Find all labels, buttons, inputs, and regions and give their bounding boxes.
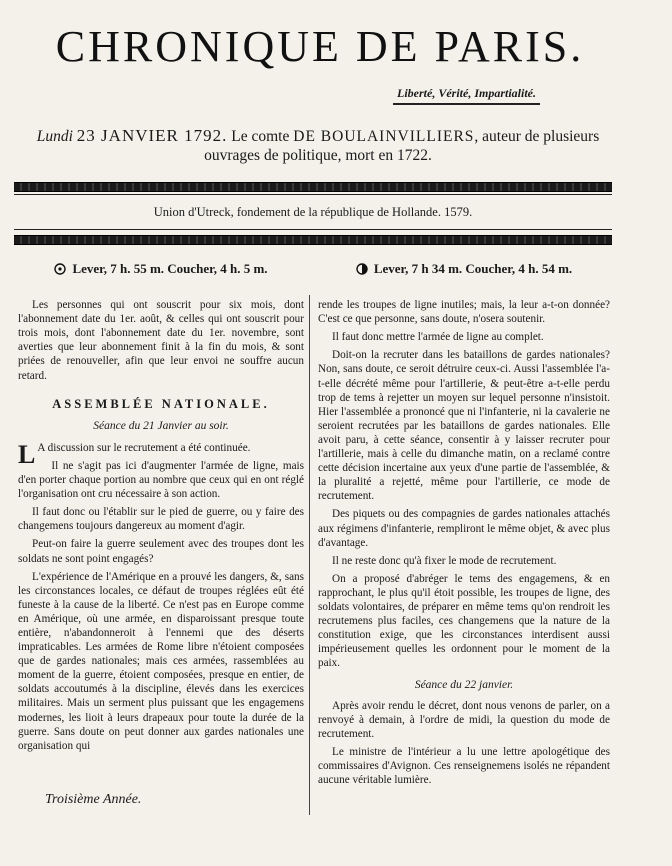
article-para-1-text: A discussion sur le recrutement a été continuée. bbox=[37, 441, 251, 454]
left-column bbox=[18, 262, 304, 757]
article-para-2: Il ne s'agit pas ici d'augmenter l'armée de ligne, mais d'en porter chaque portion au nombre que ceux qui en ont réglé l'organisation ont cru nécessaire à son action. bbox=[18, 459, 304, 501]
right-para-2: Il faut donc mettre l'armée de ligne au complet. bbox=[332, 331, 544, 344]
sun-icon bbox=[54, 263, 66, 275]
dateline-day: Lundi bbox=[36, 128, 73, 145]
session-subtitle: Séance du 22 janvier. bbox=[414, 679, 514, 692]
dateline bbox=[18, 126, 618, 165]
article-para-4: Peut-on faire la guerre seulement avec des troupes dont les soldats ne sont point engagés? bbox=[18, 538, 304, 565]
article-para-1 bbox=[18, 439, 304, 469]
dateline-date: 23 JANVIER 1792. bbox=[76, 126, 228, 145]
left-sun-times bbox=[18, 262, 304, 276]
right-para-8: Le ministre de l'intérieur a lu une lettre apologétique des commissaires d'Avignon. Ces renseignemens isolés ne répandent aucune véritable lumière. bbox=[318, 745, 610, 786]
moon-icon bbox=[356, 263, 368, 275]
right-para-6: On a proposé d'abréger le tems des engagemens, & en rapprochant, le plus qu'il étoit possible, les troupes de ligne, des soldats volontaires, de préparer en même tems qu'on rendroit les recrutemens plus faciles, ces changemens que la nature de la constitution exige, que les circonstances interdisent aussi impérieusement quelles les ordonnent pour le moment de la paix. bbox=[318, 572, 610, 670]
masthead-title: CHRONIQUE DE PARIS. bbox=[55, 22, 585, 71]
mid-rule-band bbox=[14, 235, 612, 245]
right-para-7: Après avoir rendu le décret, dont nous venons de parler, on a renvoyé à demain, à l'ordre de midi, la question du mode de recrutement. bbox=[318, 699, 610, 740]
subscription-notice: Les personnes qui ont souscrit pour six mois, dont l'abonnement date du 1er. août, & celles qui ont souscrit pour trois mois, dont l'abonnement date du 1er. novembre, sont averties que leur abonnement finit à la fin du mois, & sont priées de renouveller, afin que leur envoi ne souffre aucun retard. bbox=[18, 299, 304, 382]
right-para-3: Doit-on la recruter dans les bataillons de gardes nationales? Non, sans doute, ce seroit détruire ceux-ci. Aussi l'assemblée l'a-t-elle décrété même pour l'artillerie, & peut-être a-t-elle perdu trop de tems à rejetter un moyen sur lequel personne n'insistoit. Hier l'assemblée a prononcé que ni l'infanterie, ni la cavalerie ne seroient recrutées par les bataillons de gardes nationales. Elle avoit paru, à cette séance, consentir à y laisser recruter pour l'artillerie, mais à celle du dimanche matin, on a reclamé contre cette décision incertaine aux yeux d'une partie de l'assemblée, & la pluralité a rejetté, même pour l'artillerie, ce mode de recrutement. bbox=[318, 349, 610, 503]
left-sun-text: Lever, 7 h. 55 m. Coucher, 4 h. 5 m. bbox=[72, 261, 268, 276]
dateline-name: DE BOULAINVILLIERS bbox=[293, 128, 475, 145]
mid-rule-thin bbox=[14, 229, 612, 230]
subline: Union d'Utreck, fondement de la république de Hollande. 1579. bbox=[153, 205, 473, 219]
dateline-text-1: Le comte bbox=[231, 128, 290, 145]
right-para-5: Il ne reste donc qu'à fixer le mode de recrutement. bbox=[332, 554, 557, 567]
right-sun-text: Lever, 7 h 34 m. Coucher, 4 h. 54 m. bbox=[373, 261, 573, 276]
right-column bbox=[318, 262, 610, 791]
footer-year: Troisième Année. bbox=[45, 792, 142, 807]
dropcap: L bbox=[18, 439, 36, 469]
motto: Liberté, Vérité, Impartialité. bbox=[393, 86, 540, 105]
column-divider bbox=[309, 295, 310, 815]
section-subtitle: Séance du 21 Janvier au soir. bbox=[93, 419, 229, 432]
article-para-3: Il faut donc ou l'établir sur le pied de guerre, ou y faire des changemens toujours dangereux au moment d'agir. bbox=[18, 506, 304, 533]
right-para-4: Des piquets ou des compagnies de gardes nationales attachés aux régimens d'infanterie, rempliront le même objet, & avec plus d'avantage. bbox=[318, 508, 610, 549]
section-title: ASSEMBLÉE NATIONALE. bbox=[52, 396, 270, 411]
dateline-text-2: , auteur de plusieurs ouvrages de politique, mort en 1722. bbox=[204, 128, 600, 164]
top-rule-band bbox=[14, 182, 612, 192]
right-sun-times bbox=[318, 262, 610, 276]
right-para-1: rende les troupes de ligne inutiles; mais, la leur a-t-on donnée? C'est ce que personne, sans doute, n'osera soutenir. bbox=[318, 299, 610, 326]
article-para-5: L'expérience de l'Amérique en a prouvé les dangers, &, sans les circonstances locales, ce défaut de troupes réglées eût été funeste à la cause de la liberté. Ce n'est pas en Europe comme en Amérique, où une armée, en disparoissant presque toute entière, n'abandonneroit à l'ennemi que des déserts impraticables. Les armées de Rome libre n'étoient composées que de gardes nationales; mais ces armées, rassemblées au moment de la guerre, étoient composées, presque en entier, de soldats accoutumés à la discipline, élevés dans les exercices militaires. Mais un serment plus puissant que les engagemens modernes, les lioit à leurs drapeaux pour toute la durée de la guerre. Sans doute on peut donner aux gardes nationales une organisation qui bbox=[18, 570, 304, 752]
top-rule-thin bbox=[14, 194, 612, 195]
